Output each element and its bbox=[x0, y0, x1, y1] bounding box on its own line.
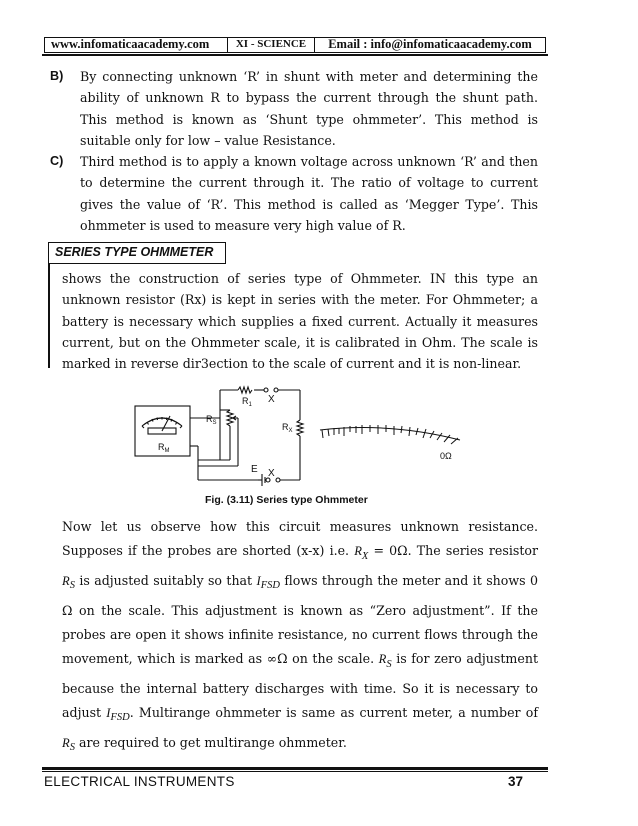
method-c bbox=[50, 151, 538, 236]
probe-top bbox=[264, 388, 268, 392]
rs-resistor bbox=[227, 410, 233, 426]
method-c-label: C) bbox=[50, 154, 64, 168]
label-e: E bbox=[251, 464, 258, 475]
probe-top-2 bbox=[274, 388, 278, 392]
method-b-label: B) bbox=[50, 69, 64, 83]
ohm-scale bbox=[320, 425, 460, 444]
footer-title: ELECTRICAL INSTRUMENTS bbox=[44, 774, 235, 789]
probe-bottom bbox=[276, 478, 280, 482]
method-b-text: By connecting unknown ‘R’ in shunt with meter and determining the ability of unknown R to bypass the current through the shunt path. This method is known as ‘Shunt type ohmmeter’. This method is suitable only for low – value Resistance. bbox=[80, 69, 538, 148]
r1-resistor bbox=[238, 387, 252, 393]
section-left-rule bbox=[48, 264, 50, 368]
footer-rule bbox=[42, 767, 548, 770]
rx-resistor bbox=[297, 420, 303, 436]
page-header bbox=[44, 37, 546, 53]
label-rs: $R_S$ bbox=[206, 414, 217, 426]
label-rm: $R_M$ bbox=[158, 442, 170, 454]
method-b bbox=[50, 66, 538, 151]
label-x-bottom: X bbox=[268, 468, 275, 479]
label-r1: $R_1$ bbox=[242, 396, 252, 408]
header-rule bbox=[42, 54, 548, 56]
section-intro: shows the construction of series type of Ohmmeter. IN this type an unknown resistor (Rx) is kept in series with the meter. For Ohmmeter; a battery is necessary which supplies a fixed current. Actually it measures current, but on the Ohmmeter scale, it is calibrated in Ohm. The scale is marked in reverse dir3ection to the scale of current and it is non-linear. bbox=[62, 271, 538, 372]
page-number: 37 bbox=[508, 774, 524, 789]
label-rx: $R_X$ bbox=[282, 422, 293, 434]
method-c-text: Third method is to apply a known voltage across unknown ‘R’ and then to determine the current through it. The ratio of voltage to current gives the value of ‘R’. This method is called as ‘Megger Type’. This ohmmeter is used to measure very high value of R. bbox=[80, 154, 538, 233]
section-heading: SERIES TYPE OHMMETER bbox=[48, 242, 226, 264]
label-scale-zero: 0Ω bbox=[440, 451, 452, 461]
header-subject: XI - SCIENCE bbox=[228, 38, 315, 52]
figure-caption: Fig. (3.11) Series type Ohmmeter bbox=[205, 494, 368, 506]
label-x-top: X bbox=[268, 394, 275, 405]
footer-rule-thin bbox=[42, 771, 548, 772]
header-email[interactable]: Email : info@infomaticaacademy.com bbox=[328, 37, 532, 51]
explanation-paragraph: Now let us observe how this circuit measures unknown resistance. Supposes if the probes are shorted (x-x) i.e. $R_X = 0\Omega$. The series resistor $R_S$ is adjusted suitably so that $I_{FSD}$ flows through the meter and it shows 0 Ω on the scale. This adjustment is known as “Zero adjustment”. If the probes are open it shows infinite resistance, no current flows through the movement, which is marked as ∞Ω on the scale. $R_S$ is for zero adjustment because the internal battery discharges with time. So it is necessary to adjust $I_{FSD}$. Multirange ohmmeter is same as current meter, a number of $R_S$ are required to get multirange ohmmeter. bbox=[62, 519, 539, 754]
header-website[interactable]: www.infomaticaacademy.com bbox=[45, 38, 228, 52]
series-ohmmeter-diagram bbox=[130, 380, 480, 490]
